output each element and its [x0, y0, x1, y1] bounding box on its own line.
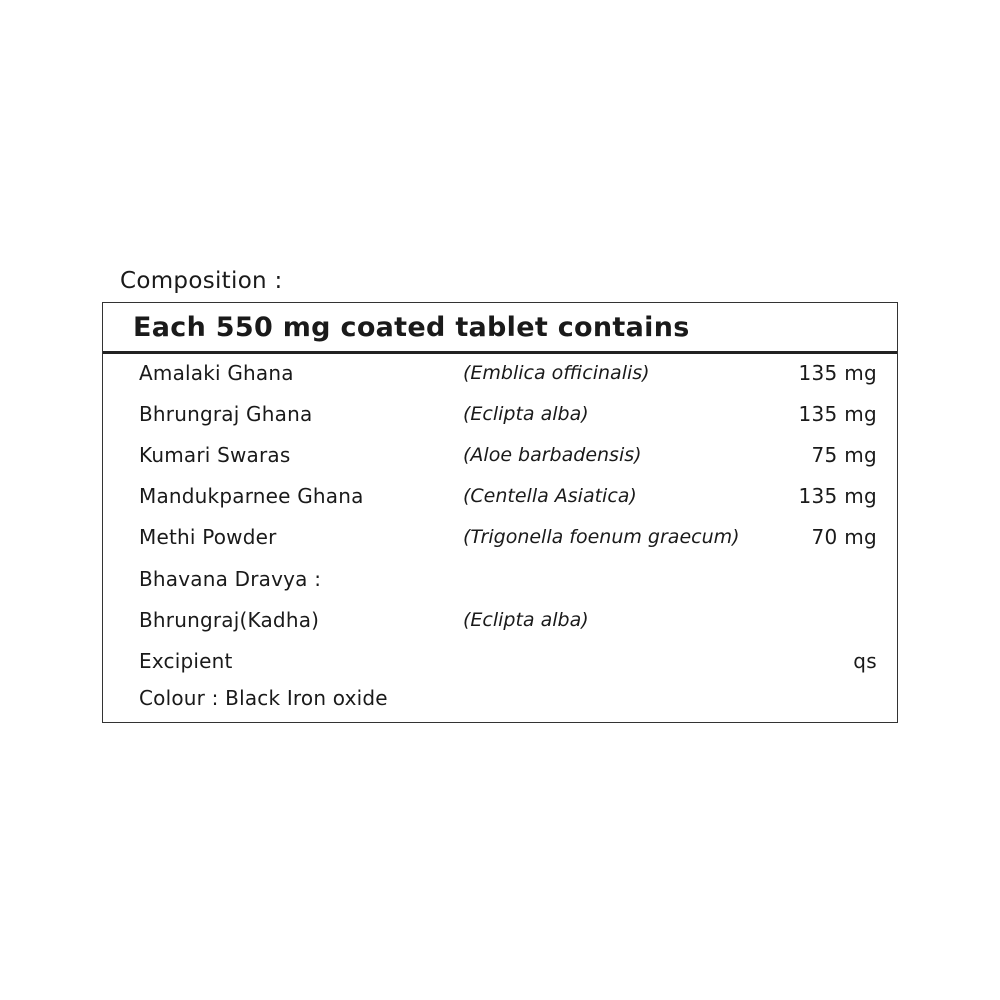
ingredient-name: Colour : Black Iron oxide	[139, 686, 388, 710]
composition-table	[102, 302, 898, 723]
ingredient-quantity: 75 mg	[811, 443, 877, 467]
ingredient-name: Excipient	[139, 649, 233, 673]
ingredient-row-bhavana-dravya	[103, 567, 897, 597]
ingredient-name: Bhavana Dravya :	[139, 567, 322, 591]
ingredient-row-bhrungraj	[103, 402, 897, 432]
ingredient-latin-name: (Centella Asiatica)	[463, 485, 637, 507]
header-divider	[103, 351, 897, 354]
ingredient-row-mandukparnee	[103, 484, 897, 514]
composition-label: Composition :	[120, 268, 283, 294]
ingredient-row-colour	[103, 686, 897, 716]
ingredient-row-bhrungraj-kadha	[103, 608, 897, 638]
ingredient-name: Kumari Swaras	[139, 443, 291, 467]
ingredient-name: Bhrungraj(Kadha)	[139, 608, 320, 632]
ingredient-row-kumari	[103, 443, 897, 473]
ingredient-quantity: 70 mg	[811, 525, 877, 549]
ingredient-latin-name: (Eclipta alba)	[463, 609, 589, 631]
ingredient-name: Methi Powder	[139, 525, 277, 549]
ingredient-quantity: qs	[853, 649, 877, 673]
ingredient-latin-name: (Trigonella foenum graecum)	[463, 526, 740, 548]
ingredient-latin-name: (Aloe barbadensis)	[463, 444, 642, 466]
ingredient-row-methi	[103, 525, 897, 555]
ingredient-name: Bhrungraj Ghana	[139, 402, 313, 426]
ingredient-row-amalaki	[103, 361, 897, 391]
ingredient-name: Mandukparnee Ghana	[139, 484, 364, 508]
ingredient-row-excipient	[103, 649, 897, 679]
ingredient-name: Amalaki Ghana	[139, 361, 294, 385]
ingredient-latin-name: (Emblica officinalis)	[463, 362, 650, 384]
table-header: Each 550 mg coated tablet contains	[133, 312, 690, 343]
ingredient-quantity: 135 mg	[798, 361, 877, 385]
ingredient-quantity: 135 mg	[798, 484, 877, 508]
ingredient-latin-name: (Eclipta alba)	[463, 403, 589, 425]
ingredient-quantity: 135 mg	[798, 402, 877, 426]
